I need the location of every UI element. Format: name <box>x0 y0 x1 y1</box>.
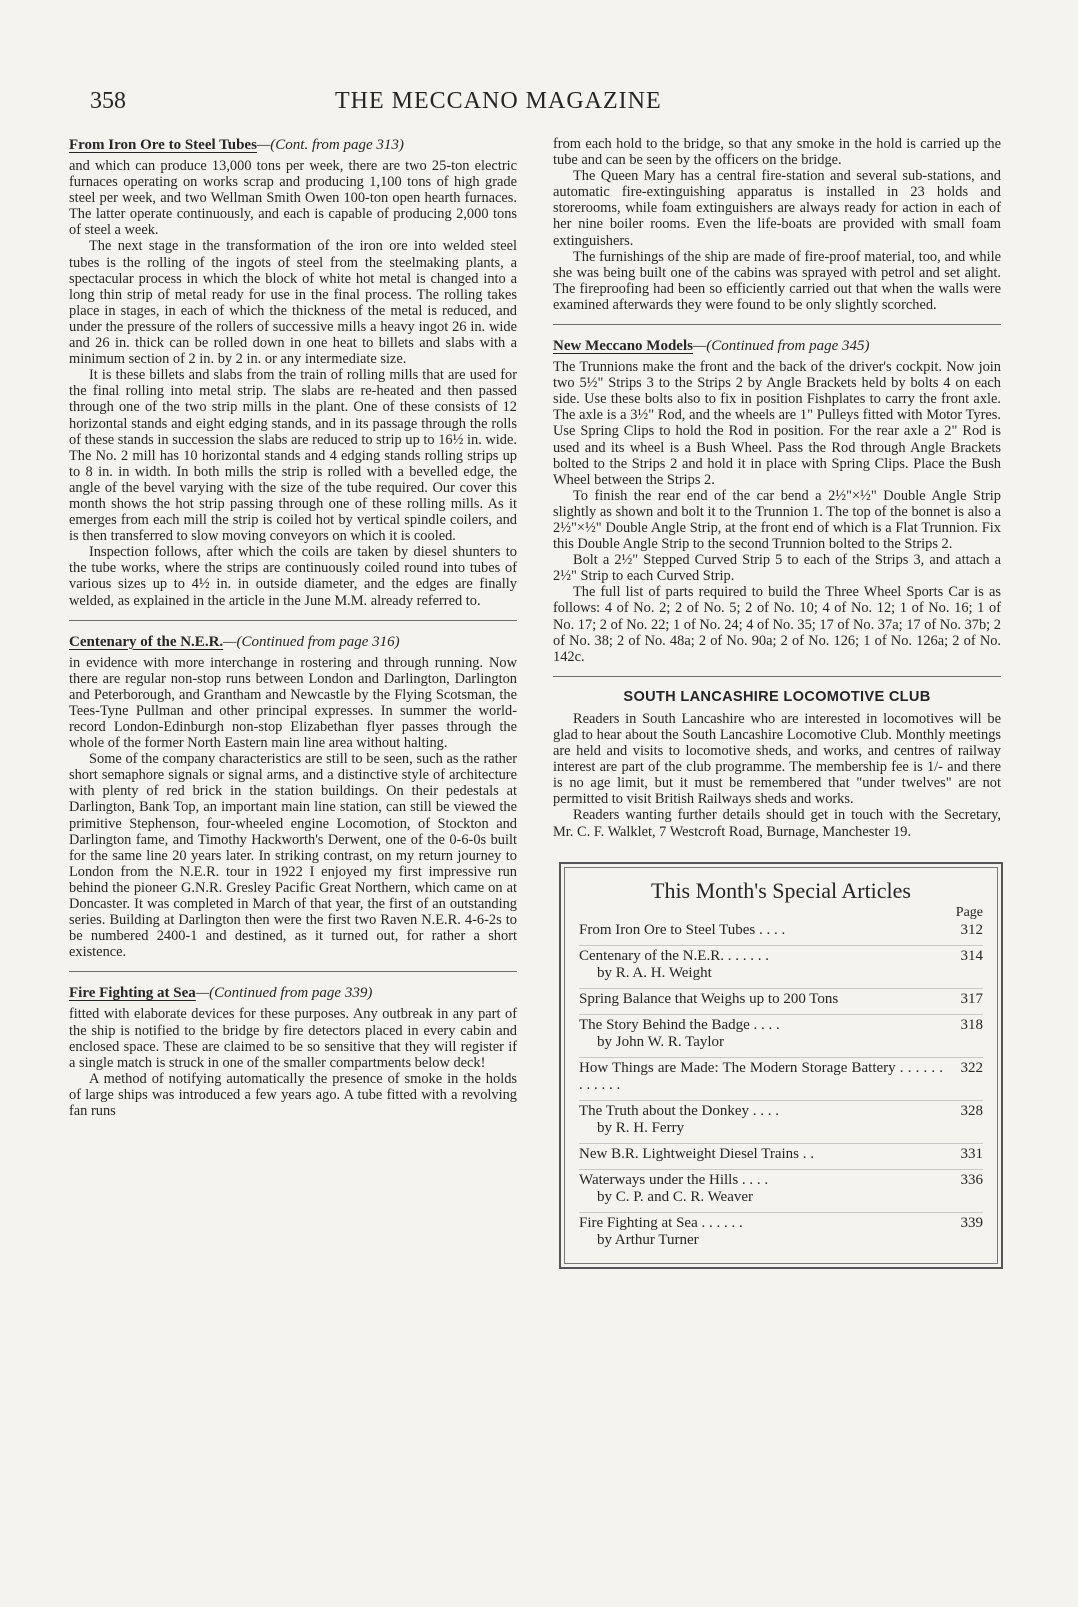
continued-note: —(Continued from page 345) <box>692 338 870 355</box>
contents-entry-text <box>579 1060 943 1094</box>
contents-entry-page: 339 <box>960 1214 983 1231</box>
left-column <box>69 136 517 1119</box>
divider <box>553 676 1001 677</box>
paragraph: To finish the rear end of the car bend a 2½"×½" Double Angle Strip slightly as shown and bolt it to the Trunnion 1. The top of the bonnet is also a 2½"×½" Double Angle Strip, at the front end of which is a Flat Trunnion. Fix this Double Angle Strip to the second Trunnion bolted to the Strips 2. <box>553 487 1001 553</box>
contents-entry-page: 318 <box>960 1016 983 1033</box>
divider <box>69 620 517 621</box>
contents-entry-author: by R. H. Ferry <box>597 1119 685 1136</box>
paragraph: and which can produce 13,000 tons per week, there are two 25-ton electric furnaces operating on works scrap and producing 1,100 tons of high grade steel per week, and two Wellman Smith Owen 100-ton open hearth furnaces. The latter operate continuously, and each is capable of producing 2,000 tons of steel a week. <box>69 158 517 239</box>
article-heading-steel <box>69 136 517 154</box>
contents-entry-text <box>579 1017 943 1051</box>
contents-entry-text <box>579 1172 943 1206</box>
contents-entry <box>579 989 983 1015</box>
contents-entry <box>579 1213 983 1255</box>
paragraph: The full list of parts required to build the Three Wheel Sports Car is as follows: 4 of No. 2; 2 of No. 5; 2 of No. 10; 4 of No. 12; 1 of No. 16; 1 of No. 17; 2 of No. 22; 1 of No. 24; 4 of No. 35; 17 of No. 37a; 17 of No. 37b; 2 of No. 38; 2 of No. 48a; 2 of No. 90a; 2 of No. 126; 1 of No. 126a; 2 of No. 142c. <box>553 584 1001 665</box>
divider <box>69 971 517 972</box>
magazine-title: THE MECCANO MAGAZINE <box>335 88 662 114</box>
continued-note: —(Cont. from page 313) <box>256 137 404 153</box>
paragraph: Readers wanting further details should get in touch with the Secretary, Mr. C. F. Walklet, 7 Westcroft Road, Burnage, Manchester 19. <box>553 807 1001 840</box>
page-number: 358 <box>90 88 126 114</box>
contents-entry-title: Spring Balance that Weighs up to 200 Tons <box>579 990 839 1007</box>
contents-entry-author: by R. A. H. Weight <box>597 964 712 981</box>
contents-entry-text <box>579 991 943 1008</box>
page-column-header: Page <box>955 904 983 920</box>
contents-entry-text <box>579 948 943 982</box>
contents-entry <box>579 1144 983 1170</box>
paragraph: Some of the company characteristics are still to be seen, such as the rather short semaphore signals or signal arms, and a distinctive style of architecture with plenty of red brick in the station buildings. On their pedestals at Darlington, Bank Top, an important main line station, can still be viewed the primitive Stephenson, four-wheeled engine Locomotion, of Stockton and Darlington fame, and Timothy Hackworth's Derwent, one of the 0-6-0s built for the same line 20 years later. In striking contrast, on my return journey to London from the N.E.R. tour in 1922 I enjoyed my first impressive run behind the pioneer G.N.R. Gresley Pacific Great Northern, which came on at Doncaster. It was completed in March of that year, the first of an outstanding series. Building at Darlington then were the first two Raven N.E.R. 4-6-2s to be numbered 2400-1 and destined, as it turned out, for rather a short existence. <box>69 751 517 961</box>
paragraph: The Queen Mary has a central fire-station and several sub-stations, and automatic fire-extinguishing apparatus is installed in 23 holds and storerooms, while foam extinguishers are always ready for action in each of her nine boiler rooms. Even the life-boats are provided with small foam extinguishers. <box>553 168 1001 249</box>
article-title: New Meccano Models <box>553 338 693 355</box>
contents-entry <box>579 1170 983 1213</box>
club-title: SOUTH LANCASHIRE LOCOMOTIVE CLUB <box>623 688 931 705</box>
special-articles-box <box>559 862 1003 1269</box>
paragraph: It is these billets and slabs from the train of rolling mills that are used for the final rolling into metal strip. The slabs are re-heated and then passed through one of the two strip mills in the plant. One of these consists of 12 horizontal stands and eight edging stands, and in its passage through the rolls of these stands in succession the slabs are reduced to strip up to 16½ in. wide. The No. 2 mill has 10 horizontal stands and 4 edging stands rolling strips up to 8 in. in width. In both mills the strip is rolled with a bevelled edge, the angle of the bevel varying with the size of the tube required. Our cover this month shows the hot strip passing through one of these rolling mills. As it emerges from each mill the strip is coiled hot by vertical spindle coilers, and is then transferred to slow moving conveyors on which it is cooled. <box>69 367 517 545</box>
contents-entry-page: 312 <box>960 921 983 938</box>
right-column <box>553 136 1001 1269</box>
contents-entry-text <box>579 1103 943 1137</box>
continued-note: —(Continued from page 316) <box>223 633 400 650</box>
paragraph: Inspection follows, after which the coils are taken by diesel shunters to the tube works, where the strips are continuously coiled round into tubes of various sizes up to 4½ in. in outside diameter, and the edges are finally welded, as explained in the article in the June M.M. already referred to. <box>69 544 517 609</box>
paragraph: The Trunnions make the front and the back of the driver's cockpit. Now join two 5½" Strips 3 to the Strips 2 by Angle Brackets held by bolts 4 on each side. Use these bolts also to fix in position Fishplates to carry the front axle. The axle is a 3½" Rod, and the wheels are 1" Pulleys fitted with Motor Tyres. Use Spring Clips to hold the Rod in position. For the rear axle a 2" Rod is used and its wheel is a Bush Wheel. Pass the Rod through Angle Brackets bolted to the Strips 2 and hold it in place with Spring Clips. Place the Bush Wheel between the Strips 2. <box>553 359 1001 488</box>
continued-note: —(Continued from page 339) <box>195 985 373 1002</box>
contents-entry <box>579 1101 983 1144</box>
contents-entry-author: by John W. R. Taylor <box>597 1033 725 1050</box>
special-articles-inner <box>564 867 998 1264</box>
contents-entry-text <box>579 1215 943 1249</box>
contents-entry-title: From Iron Ore to Steel Tubes . . . . <box>579 921 786 938</box>
contents-entry-page: 314 <box>960 947 983 964</box>
contents-entry-page: 331 <box>960 1145 983 1162</box>
contents-entry-author: by Arthur Turner <box>597 1231 699 1248</box>
paragraph: A method of notifying automatically the presence of smoke in the holds of large ships was introduced a few years ago. A tube fitted with a revolving fan runs <box>69 1070 517 1119</box>
page-header <box>90 88 710 124</box>
contents-entry-page: 317 <box>960 990 983 1007</box>
contents-entry-author: by C. P. and C. R. Weaver <box>597 1188 754 1205</box>
contents-entry-title: The Truth about the Donkey . . . . <box>579 1102 779 1119</box>
paragraph: from each hold to the bridge, so that any smoke in the hold is carried up the tube and can be seen by the officers on the bridge. <box>553 136 1001 169</box>
paragraph: The next stage in the transformation of the iron ore into welded steel tubes is the rolling of the ingots of steel from the steelmaking plants, a spectacular process in which the block of white hot metal is changed into a long thin strip of metal ready for use in the final process. The rolling takes place in stages, in each of which the thickness of the metal is reduced, and under the pressure of the rollers of successive mills a heavy ingot 26 in. wide and 26 in. thick can be rolled down in one heat to billets and slabs with a minimum section of 2 in. by 2 in. or any intermediate size. <box>69 238 517 368</box>
contents-entry-title: The Story Behind the Badge . . . . <box>579 1016 780 1033</box>
contents-entry-title: Waterways under the Hills . . . . <box>579 1171 769 1188</box>
contents-entry <box>579 1015 983 1058</box>
divider <box>553 324 1001 325</box>
contents-entry-title: How Things are Made: The Modern Storage Battery . . . . . . . . . . . . <box>579 1059 943 1093</box>
article-heading-models <box>553 337 1001 355</box>
article-heading-ner <box>69 633 517 651</box>
contents-entry-text <box>579 1146 943 1163</box>
contents-entry <box>579 1058 983 1101</box>
paragraph: The furnishings of the ship are made of fire-proof material, too, and while she was being built one of the cabins was sprayed with petrol and set alight. The fireproofing had been so efficiently carried out that when the walls were examined afterwards they were found to be only slightly scorched. <box>553 248 1001 313</box>
contents-entry-page: 336 <box>960 1171 983 1188</box>
article-title: From Iron Ore to Steel Tubes <box>69 137 257 153</box>
article-heading-fire <box>69 984 517 1002</box>
contents-entry <box>579 920 983 946</box>
contents-list <box>579 920 983 1255</box>
paragraph: Bolt a 2½" Stepped Curved Strip 5 to each of the Strips 3, and attach a 2½" Strip to each Curved Strip. <box>553 552 1001 585</box>
contents-entry-title: New B.R. Lightweight Diesel Trains . . <box>579 1145 814 1162</box>
contents-entry-title: Fire Fighting at Sea . . . . . . <box>579 1214 743 1231</box>
contents-entry-text <box>579 922 943 939</box>
article-title: Centenary of the N.E.R. <box>69 633 224 650</box>
contents-entry-page: 322 <box>960 1059 983 1076</box>
paragraph: in evidence with more interchange in rostering and through running. Now there are regular non-stop runs between London and Darlington, Darlington and Peterborough, and Grantham and Newcastle by the Flying Scotsman, the Tees-Tyne Pullman and other principal expresses. In summer the world-record London-Edinburgh non-stop Elizabethan flyer passes through the whole of the former North Eastern main line area without halting. <box>69 654 517 752</box>
special-articles-title: This Month's Special Articles <box>651 877 911 903</box>
contents-entry <box>579 946 983 989</box>
paragraph: fitted with elaborate devices for these purposes. Any outbreak in any part of the ship is notified to the bridge by fire detectors placed in every cabin and enclosed space. These are claimed to be so sensitive that they will register if a single match is struck in one of the smaller compartments below deck! <box>69 1006 517 1071</box>
contents-entry-page: 328 <box>960 1102 983 1119</box>
article-title: Fire Fighting at Sea <box>69 985 196 1002</box>
paragraph: Readers in South Lancashire who are interested in locomotives will be glad to hear about the South Lancashire Locomotive Club. Monthly meetings are held and visits to locomotive sheds, and works, and centres of railway interest are part of the club programme. The membership fee is 1/- and there is no age limit, but it must be remembered that "under twelves" are not permitted to visit British Railways sheds and works. <box>553 710 1001 808</box>
contents-entry-title: Centenary of the N.E.R. . . . . . . <box>579 947 769 964</box>
